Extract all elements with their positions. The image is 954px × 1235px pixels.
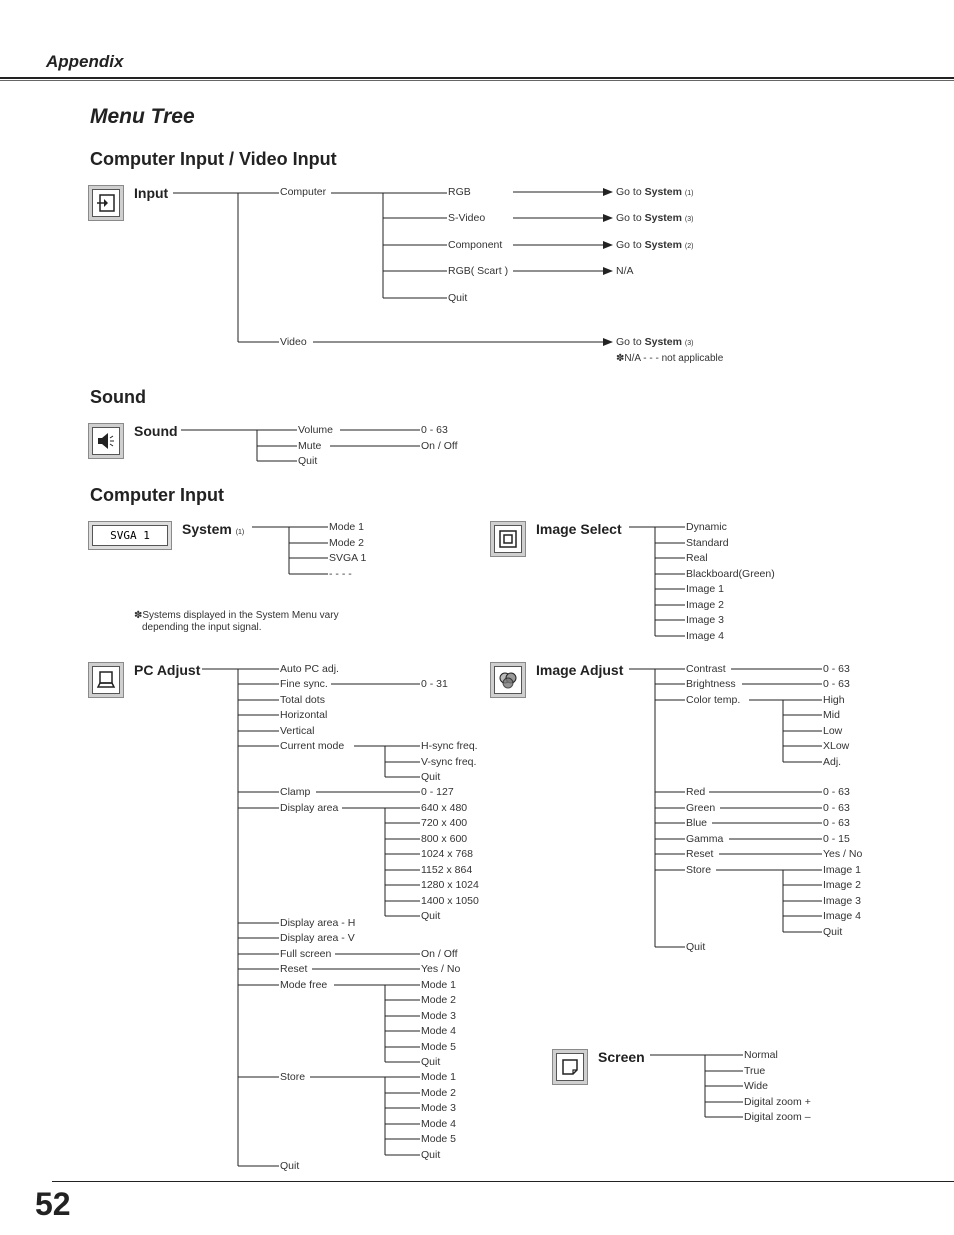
mode-free-item: Mode 2	[421, 994, 457, 1006]
image-adjust-value: Yes / No	[823, 848, 863, 860]
image-store-item: Image 1	[823, 864, 861, 876]
store-item: Mode 2	[421, 1087, 457, 1099]
image-store-item: Image 2	[823, 879, 861, 891]
display-area-item: 720 x 400	[421, 817, 468, 829]
current-mode-item: V-sync freq.	[421, 756, 477, 768]
system-icon-label: SVGA 1	[92, 525, 168, 546]
input-menu-label: Input	[134, 185, 169, 201]
image-adjust-item: Blue	[686, 817, 708, 829]
screen-item: True	[744, 1065, 766, 1077]
image-adjust-value: 0 - 63	[823, 786, 850, 798]
color-temp-item: Low	[823, 725, 843, 737]
input-component: Component	[448, 239, 503, 251]
full-screen-value: On / Off	[421, 948, 458, 960]
image-select-menu-label: Image Select	[536, 521, 622, 537]
pc-adjust-item: Mode free	[280, 979, 328, 991]
image-select-item: Blackboard(Green)	[686, 568, 775, 580]
image-adjust-item: Color temp.	[686, 694, 741, 706]
pc-adjust-item: Display area - H	[280, 917, 356, 929]
image-adjust-item: Red	[686, 786, 706, 798]
pc-adjust-item: Vertical	[280, 725, 315, 737]
goto-system-rgb: Go to System (1)	[616, 186, 694, 198]
sound-mute: Mute	[298, 440, 322, 452]
reset-value: Yes / No	[421, 963, 461, 975]
image-adjust-value: 0 - 63	[823, 678, 850, 690]
na-note: ✽N/A - - - not applicable	[616, 353, 724, 364]
color-temp-item: Mid	[823, 709, 840, 721]
input-video: Video	[280, 336, 307, 348]
image-adjust-item: Contrast	[686, 663, 726, 675]
pc-adjust-item: Total dots	[280, 694, 325, 706]
sound-volume: Volume	[298, 424, 334, 436]
display-area-item: 1152 x 864	[421, 864, 473, 876]
mode-free-item: Mode 5	[421, 1041, 457, 1053]
rgb-scart-na: N/A	[616, 265, 634, 277]
image-adjust-item: Green	[686, 802, 716, 814]
mode-free-item: Mode 4	[421, 1025, 457, 1037]
image-store-item: Quit	[823, 926, 843, 938]
color-temp-item: High	[823, 694, 845, 706]
clamp-value: 0 - 127	[421, 786, 454, 798]
pc-adjust-item: Reset	[280, 963, 308, 975]
pc-adjust-item: Display area	[280, 802, 339, 814]
page-title: Menu Tree	[90, 105, 195, 128]
fine-sync-value: 0 - 31	[421, 678, 448, 690]
goto-system-component: Go to System (2)	[616, 239, 694, 251]
screen-item: Normal	[744, 1049, 778, 1061]
image-adjust-item: Store	[686, 864, 712, 876]
image-select-item: Image 4	[686, 630, 724, 642]
image-adjust-item: Quit	[686, 941, 706, 953]
display-area-item: 800 x 600	[421, 833, 468, 845]
image-adjust-value: 0 - 63	[823, 802, 850, 814]
sound-mute-value: On / Off	[421, 440, 458, 452]
pc-adjust-item: Auto PC adj.	[280, 663, 339, 675]
page-number: 52	[35, 1186, 71, 1222]
store-item: Quit	[421, 1149, 441, 1161]
image-adjust-item: Brightness	[686, 678, 736, 690]
pc-adjust-item: Display area - V	[280, 932, 355, 944]
display-area-item: 1400 x 1050	[421, 895, 479, 907]
mode-free-item: Quit	[421, 1056, 441, 1068]
goto-system-s-video: Go to System (3)	[616, 212, 694, 224]
image-store-item: Image 3	[823, 895, 861, 907]
mode-free-item: Mode 3	[421, 1010, 457, 1022]
system-item: Mode 2	[329, 537, 365, 549]
image-adjust-value: 0 - 63	[823, 817, 850, 829]
store-item: Mode 5	[421, 1133, 457, 1145]
input-quit: Quit	[448, 292, 468, 304]
image-select-item: Image 2	[686, 599, 724, 611]
system-item: Mode 1	[329, 521, 365, 533]
store-item: Mode 1	[421, 1071, 457, 1083]
current-mode-item: H-sync freq.	[421, 740, 478, 752]
color-temp-item: Adj.	[823, 756, 842, 768]
image-select-item: Dynamic	[686, 521, 727, 533]
screen-item: Digital zoom +	[744, 1096, 811, 1108]
input-rgb-scart: RGB( Scart )	[448, 265, 509, 277]
image-adjust-value: 0 - 63	[823, 663, 850, 675]
pc-adjust-item: Clamp	[280, 786, 311, 798]
image-select-item: Image 3	[686, 614, 724, 626]
image-adjust-item: Gamma	[686, 833, 724, 845]
system-note-line2: depending the input signal.	[142, 622, 262, 633]
image-select-item: Standard	[686, 537, 729, 549]
system-note-line1: ✽Systems displayed in the System Menu vary	[134, 610, 339, 621]
system-item: SVGA 1	[329, 552, 367, 564]
system-item: - - - -	[329, 568, 352, 580]
pc-adjust-item: Store	[280, 1071, 306, 1083]
screen-menu-label: Screen	[598, 1049, 645, 1065]
image-select-item: Real	[686, 552, 708, 564]
section-header: Appendix	[46, 52, 124, 71]
display-area-item: 1024 x 768	[421, 848, 473, 860]
sound-menu-label: Sound	[134, 423, 178, 439]
pc-adjust-item: Fine sync.	[280, 678, 328, 690]
screen-item: Wide	[744, 1080, 768, 1092]
pc-adjust-item: Horizontal	[280, 709, 328, 721]
image-adjust-item: Reset	[686, 848, 714, 860]
pc-adjust-menu-label: PC Adjust	[134, 662, 201, 678]
sound-quit: Quit	[298, 455, 318, 467]
goto-system-video: Go to System (3)	[616, 336, 694, 348]
heading-computer-video-input: Computer Input / Video Input	[90, 149, 337, 169]
pc-adjust-item: Current mode	[280, 740, 345, 752]
input-rgb: RGB	[448, 186, 471, 198]
current-mode-item: Quit	[421, 771, 441, 783]
display-area-item: Quit	[421, 910, 441, 922]
system-menu-label: System (1)	[182, 521, 245, 537]
input-computer: Computer	[280, 186, 327, 198]
heading-sound: Sound	[90, 387, 146, 407]
image-store-item: Image 4	[823, 910, 861, 922]
input-s-video: S-Video	[448, 212, 486, 224]
store-item: Mode 3	[421, 1102, 457, 1114]
image-adjust-menu-label: Image Adjust	[536, 662, 624, 678]
heading-computer-input: Computer Input	[90, 485, 224, 505]
display-area-item: 1280 x 1024	[421, 879, 479, 891]
image-adjust-value: 0 - 15	[823, 833, 850, 845]
screen-item: Digital zoom –	[744, 1111, 811, 1123]
mode-free-item: Mode 1	[421, 979, 457, 991]
color-temp-item: XLow	[823, 740, 850, 752]
image-select-item: Image 1	[686, 583, 724, 595]
sound-volume-value: 0 - 63	[421, 424, 448, 436]
pc-adjust-item: Quit	[280, 1160, 300, 1172]
store-item: Mode 4	[421, 1118, 457, 1130]
footer-rule	[52, 1181, 954, 1182]
display-area-item: 640 x 480	[421, 802, 468, 814]
pc-adjust-item: Full screen	[280, 948, 332, 960]
